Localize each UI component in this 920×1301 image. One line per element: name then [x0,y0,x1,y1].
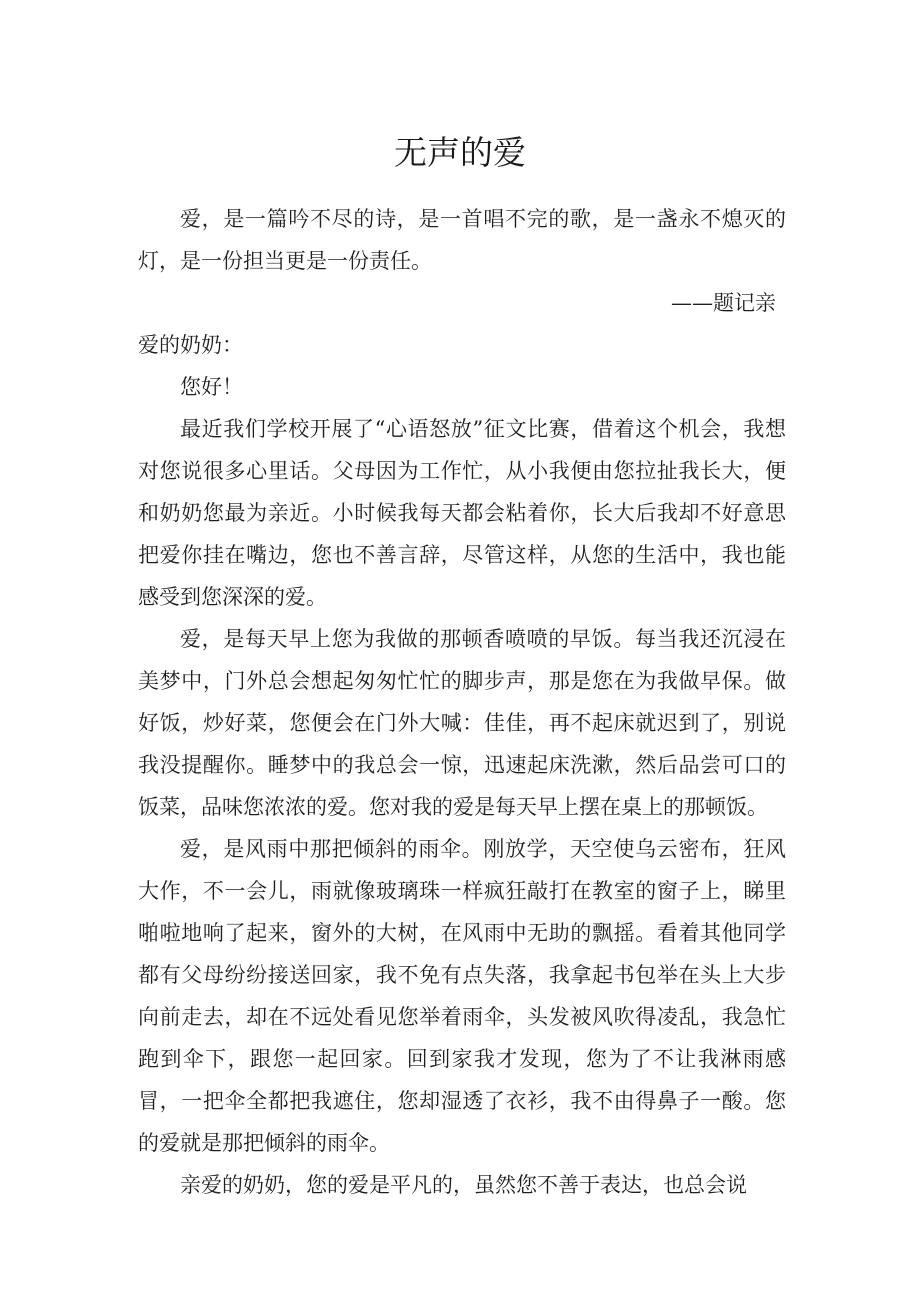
document-title: 无声的爱 [394,133,526,172]
salutation: 爱的奶奶： [138,333,243,357]
greeting: 您好！ [180,375,243,399]
paragraph-1: 最近我们学校开展了“心语怒放”征文比赛，借着这个机会，我想对您说很多心里话。父母因为工作忙，从小我便由您拉扯我长大，便和奶奶您最为亲近。小时候我每天都会粘着你，长大后我却不好意思把爱你挂在嘴边，您也不善言辞，尽管这样，从您的生活中，我也能感受到您深深的爱。 [138,417,786,609]
document-body [138,198,786,1206]
paragraph-3: 爱，是风雨中那把倾斜的雨伞。刚放学，天空使乌云密布，狂风大作，不一会儿，雨就像玻璃珠一样疯狂敲打在教室的窗子上，睇里啪啦地响了起来，窗外的大树，在风雨中无助的飘摇。看着其他同学都有父母纷纷接送回家，我不免有点失落，我拿起书包举在头上大步向前走去，却在不远处看见您举着雨伞，头发被风吹得凌乱，我急忙跑到伞下，跟您一起回家。回到家我才发现，您为了不让我淋雨感冒，一把伞全都把我遮住，您却湿透了衣衫，我不由得鼻子一酸。您的爱就是那把倾斜的雨伞。 [138,837,786,1155]
paragraph-4: 亲爱的奶奶，您的爱是平凡的，虽然您不善于表达，也总会说 [180,1173,747,1197]
epigraph-signature: ——题记亲 [671,291,776,315]
paragraph-2: 爱，是每天早上您为我做的那顿香喷喷的早饭。每当我还沉浸在美梦中，门外总会想起匆匆忙忙的脚步声，那是您在为我做早保。做好饭，炒好菜，您便会在门外大喊：佳佳，再不起床就迟到了，别说我没提醒你。睡梦中的我总会一惊，迅速起床洗漱，然后品尝可口的饭菜，品味您浓浓的爱。您对我的爱是每天早上摆在桌上的那顿饭。 [138,627,786,819]
epigraph: 爱，是一篇吟不尽的诗，是一首唱不完的歌，是一盏永不熄灭的灯，是一份担当更是一份责任。 [138,207,786,273]
